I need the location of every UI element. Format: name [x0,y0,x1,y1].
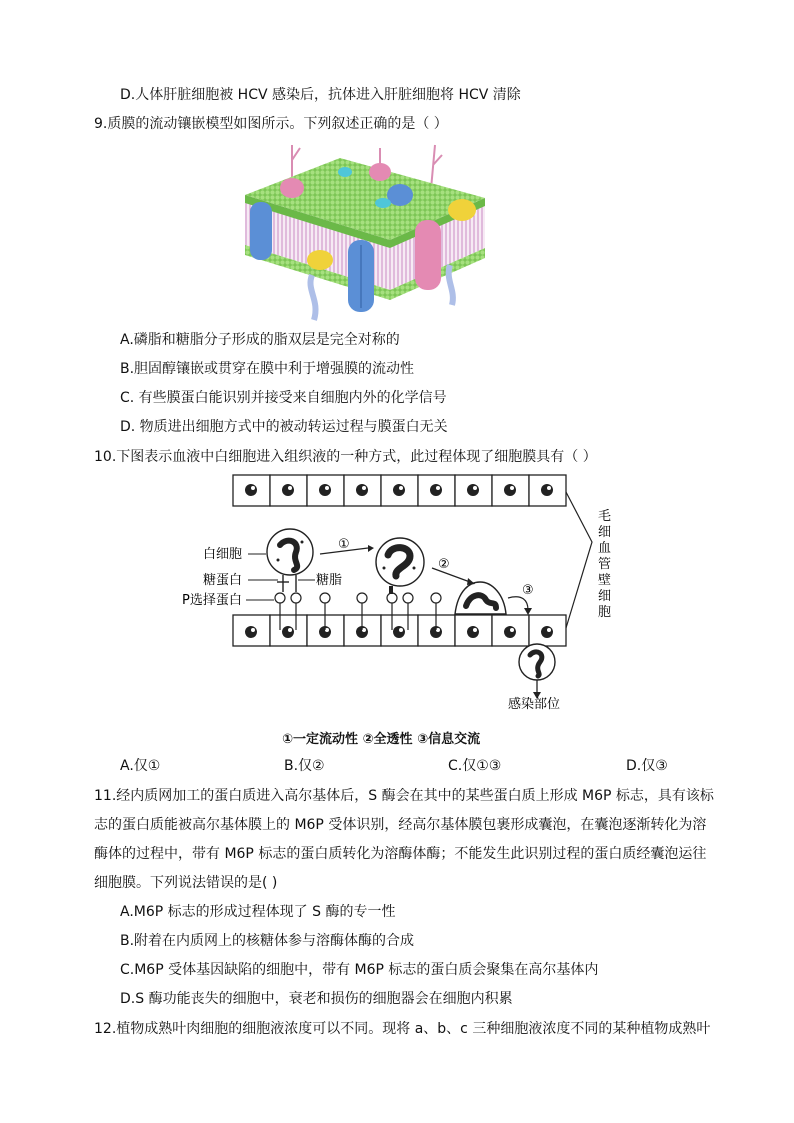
svg-text:胞: 胞 [598,605,612,620]
svg-text:壁: 壁 [598,573,612,588]
q9-option-d: D. 物质进出细胞方式中的被动转运过程与膜蛋白无关 [120,419,448,435]
step-2-label: ② [438,557,450,572]
white-cell-stage-1 [267,529,313,592]
q10-option-d: D.仅③ [626,758,668,774]
white-cell-label: 白细胞 [203,547,243,562]
q9-stem: 9.质膜的流动镶嵌模型如图所示。下列叙述正确的是（ ） [94,116,448,132]
leukocyte-migration-figure [170,470,630,715]
q8-option-d: D.人体肝脏细胞被 HCV 感染后，抗体进入肝脏细胞将 HCV 清除 [120,87,521,103]
q11-stem-line-2: 志的蛋白质能被高尔基体膜上的 M6P 受体识别，经高尔基体膜包裹形成囊泡，在囊泡逐渐转化为溶 [94,817,707,833]
white-cell-stage-2 [376,538,424,594]
svg-text:细: 细 [598,525,612,540]
cyan-protein [375,198,391,208]
q11-stem-line-3: 酶体的过程中，带有 M6P 标志的蛋白质转化为溶酶体酶；不能发生此识别过程的蛋白质经囊泡运往 [94,846,707,862]
glycolipid-label: 糖脂 [316,573,343,588]
svg-text:管: 管 [598,557,612,572]
pink-protein [369,163,391,181]
white-cell-stage-4 [519,644,555,699]
step-1-label: ① [338,537,350,552]
q10-option-a: A.仅① [120,758,161,774]
q9-option-b: B.胆固醇镶嵌或贯穿在膜中利于增强膜的流动性 [120,361,415,377]
q10-option-c: C.仅①③ [448,758,502,774]
q11-stem-line-1: 11.经内质网加工的蛋白质进入高尔基体后，S 酶会在其中的某些蛋白质上形成 M6P 标志，具有该标 [94,788,714,804]
protein-tail [310,275,315,320]
svg-text:细: 细 [598,589,612,604]
capillary-wall-label [598,509,611,620]
pink-protein [280,178,304,198]
q9-option-a: A.磷脂和糖脂分子形成的脂双层是完全对称的 [120,332,400,348]
white-cell-stage-3 [455,582,506,614]
blue-channel-protein [250,202,272,260]
svg-text:血: 血 [598,541,612,556]
pink-transmembrane-protein [415,220,441,290]
p-selectin-label: P选择蛋白 [182,593,242,608]
q10-stem: 10.下图表示血液中白细胞进入组织液的一种方式，此过程体现了细胞膜具有（ ） [94,449,597,465]
q11-option-c: C.M6P 受体基因缺陷的细胞中，带有 M6P 标志的蛋白质会聚集在高尔基体内 [120,962,599,978]
q9-option-c: C. 有些膜蛋白能识别并接受来自细胞内外的化学信号 [120,390,447,406]
capillary-wall-bracket [566,492,592,628]
q12-stem: 12.植物成熟叶肉细胞的细胞液浓度可以不同。现将 a、b、c 三种细胞液浓度不同的某种植物成熟叶 [94,1021,711,1037]
yellow-protein [307,250,333,270]
bottom-cell-nuclei [245,626,553,638]
q11-option-d: D.S 酶功能丧失的细胞中，衰老和损伤的细胞器会在细胞内积累 [120,991,513,1007]
infection-site-label: 感染部位 [508,697,561,712]
q11-option-a: A.M6P 标志的形成过程体现了 S 酶的专一性 [120,904,396,920]
q10-legend: ①一定流动性 ②全透性 ③信息交流 [282,732,481,747]
svg-text:毛: 毛 [598,509,612,524]
yellow-protein [448,199,476,221]
membrane-model-figure [240,140,490,325]
q11-option-b: B.附着在内质网上的核糖体参与溶酶体酶的合成 [120,933,415,949]
top-cell-nuclei [245,484,553,496]
cyan-protein [338,167,352,177]
q10-option-b: B.仅② [284,758,325,774]
glycoprotein-label: 糖蛋白 [203,573,243,588]
step-3-label: ③ [522,583,534,598]
q11-stem-line-4: 细胞膜。下列说法错误的是( ) [94,875,278,891]
